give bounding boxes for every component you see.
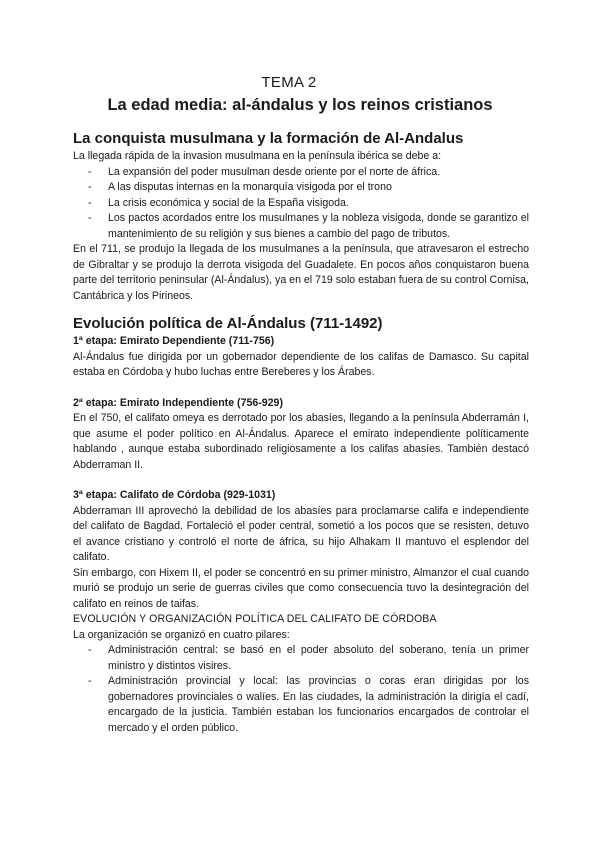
pillars-list — [73, 643, 529, 736]
document-body — [73, 129, 529, 736]
paragraph: Sin embargo, con Hixem II, el poder se concentró en su primer ministro, Almanzor el cual cuando murió se produjo un serie de guerras civiles que como consecuencia tuvo la desintegración del califato en reinos de taifas. — [73, 566, 529, 610]
list-item: - La crisis económica y social de la España visigoda. — [88, 196, 349, 209]
stage-title: 1ª etapa: Emirato Dependiente (711-756) — [73, 335, 275, 347]
list-item: - La expansión del poder musulman desde oriente por el norte de áfrica. — [88, 165, 441, 178]
stage-title: 2ª etapa: Emirato Independiente (756-929) — [73, 396, 283, 409]
section-heading-organizacion: EVOLUCIÓN Y ORGANIZACIÓN POLÍTICA DEL CALIFATO DE CÓRDOBA — [73, 613, 437, 625]
list-item: - Administración provincial y local: las provincias o coras eran dirigidas por los gobernadores provinciales o walíes. En las ciudades, la administración la dirigía el cadí, encargado de la justicia. También estaban los funcionarios encargados de controlar el mercado y el orden público. — [88, 675, 529, 734]
stage-title: 3ª etapa: Califato de Córdoba (929-1031) — [73, 489, 276, 501]
tema-label: TEMA 2 — [261, 74, 317, 91]
paragraph: En el 750, el califato omeya es derrotado por los abasíes, llegando a la península Abderramán I, que asume el poder político en Al-Ándalus. Aparece el emirato independiente políticamente hablando , aunque estaba subordinado religiosamente a los califas abasíes. También destacó Abderraman II. — [73, 412, 529, 471]
section-heading-evolucion: Evolución política de Al-Ándalus (711-1492) — [73, 315, 383, 332]
paragraph: Abderraman III aprovechó la debilidad de los abasíes para proclamarse califa e independiente del califato de Bagdad. Fortaleció el poder central, sometió a los pocos que se resisten, detuvo el avance cristiano y controló el norte de áfrica, su hijo Alhakam II mantuvo el esplendor del califato. — [73, 504, 529, 563]
paragraph: Al-Ándalus fue dirigida por un gobernador dependiente de los califas de Damasco. Su capital estaba en Córdoba y hubo luchas entre Bereberes y los Árabes. — [73, 350, 529, 378]
page-title: La edad media: al-ándalus y los reinos cristianos — [107, 96, 493, 114]
section-intro: La llegada rápida de la invasion musulmana en la península ibérica se debe a: — [73, 150, 442, 162]
list-item: - Los pactos acordados entre los musulmanes y la nobleza visigoda, donde se garantizo el mantenimiento de su religión y sus bienes a cambio del pago de tributos. — [88, 212, 529, 240]
section-heading-conquista: La conquista musulmana y la formación de Al-Andalus — [73, 130, 464, 147]
paragraph: En el 711, se produjo la llegada de los musulmanes a la península, que atravesaron el estrecho de Gibraltar y se produjo la derrota visigoda del Guadalete. En pocos años conquistaron buena parte del territorio peninsular (Al-Ándalus), ya en el 719 solo estaban fuera de su control Cornisa, Cantábrica y los Pirineos. — [73, 243, 529, 302]
list-item: - A las disputas internas en la monarquía visigoda por el trono — [88, 181, 392, 193]
causes-list — [73, 165, 529, 243]
section-intro: La organización se organizó en cuatro pilares: — [73, 628, 290, 641]
list-item: - Administración central: se basó en el poder absoluto del soberano, tenía un primer ministro y distintos visires. — [88, 644, 529, 672]
